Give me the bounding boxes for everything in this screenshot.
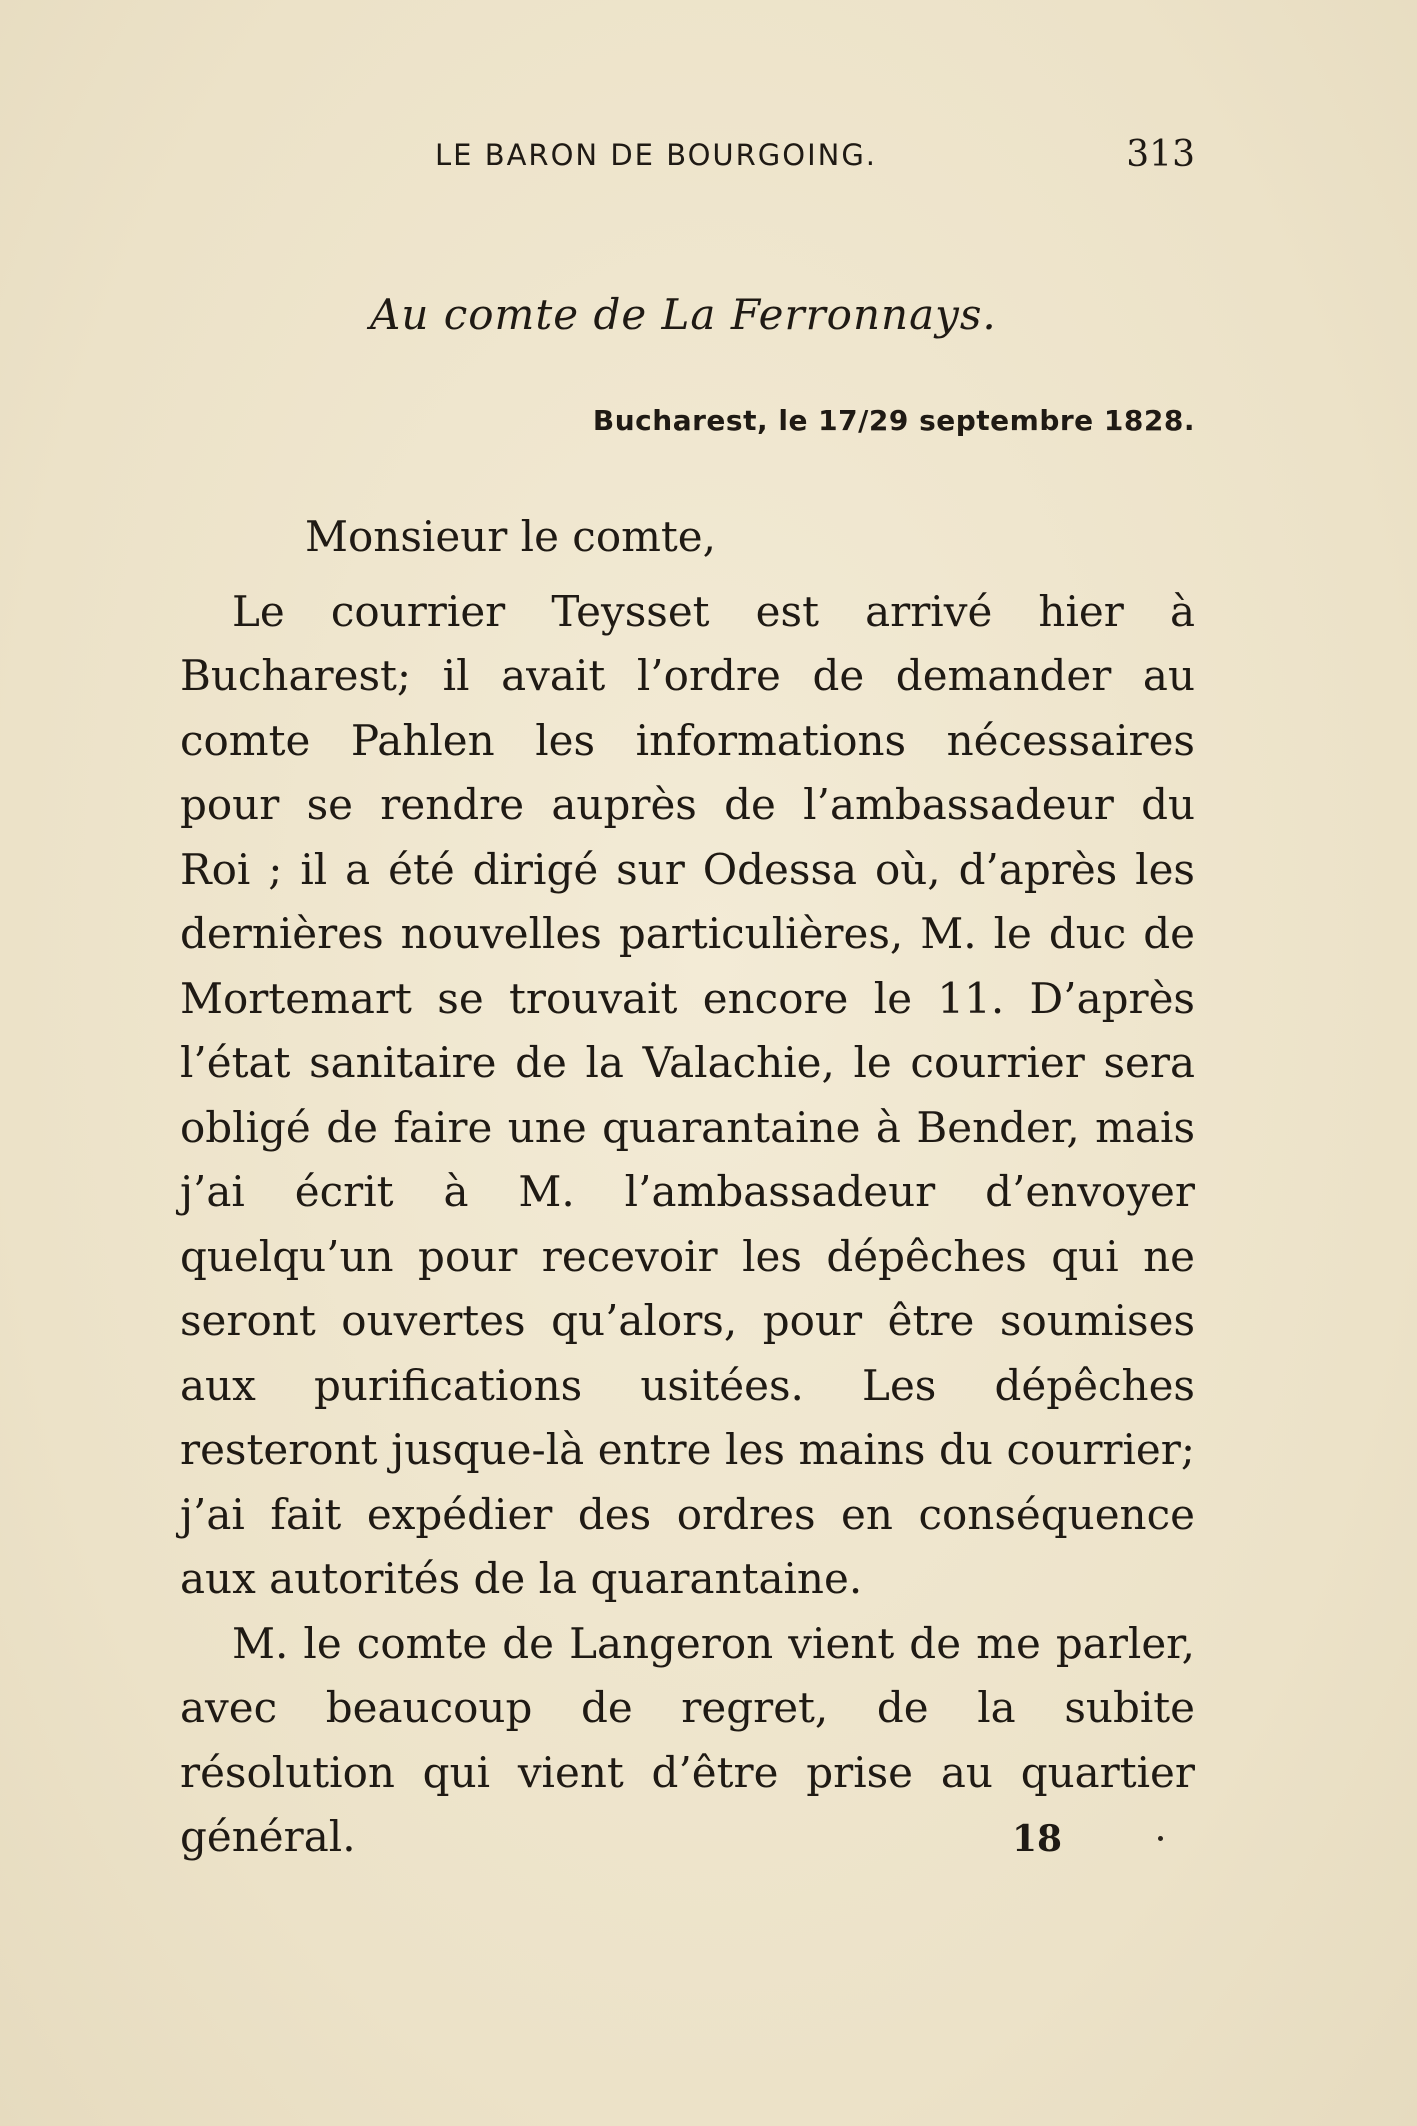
- letter-body: [180, 505, 1195, 1870]
- letter-addressee: Au comte de La Ferronnays.: [370, 290, 997, 339]
- running-title: LE BARON DE BOURGOING.: [435, 138, 878, 172]
- page-number: 313: [1126, 134, 1195, 175]
- running-head: [180, 134, 1195, 182]
- ink-speck: [1158, 1836, 1163, 1841]
- paragraph-1: Le courrier Teysset est arrivé hier à Bucharest; il avait l’ordre de demander au comte Pahlen les informations nécessaires pour se rendre auprès de l’ambassadeur du Roi ; il a été dirigé sur Odessa où, d’après les dernières nouvelles particulières, M. le duc de Mortemart se trouvait encore le 11. D’après l’état sanitaire de la Valachie, le courrier sera obligé de faire une quarantaine à Bender, mais j’ai écrit à M. l’ambassadeur d’envoyer quelqu’un pour recevoir les dépêches qui ne seront ouvertes qu’alors, pour être soumises aux purifications usitées. Les dépêches resteront jusque-là entre les mains du courrier; j’ai fait expédier des ordres en conséquence aux autorités de la quarantaine.: [180, 586, 1195, 1603]
- signature-mark: 18: [1012, 1818, 1063, 1860]
- letter-dateline: Bucharest, le 17/29 septembre 1828.: [592, 404, 1195, 437]
- letter-greeting: Monsieur le comte,: [305, 512, 717, 561]
- paragraph-2: M. le comte de Langeron vient de me parler, avec beaucoup de regret, de la subite résolution qui vient d’être prise au quartier général.: [180, 1618, 1195, 1861]
